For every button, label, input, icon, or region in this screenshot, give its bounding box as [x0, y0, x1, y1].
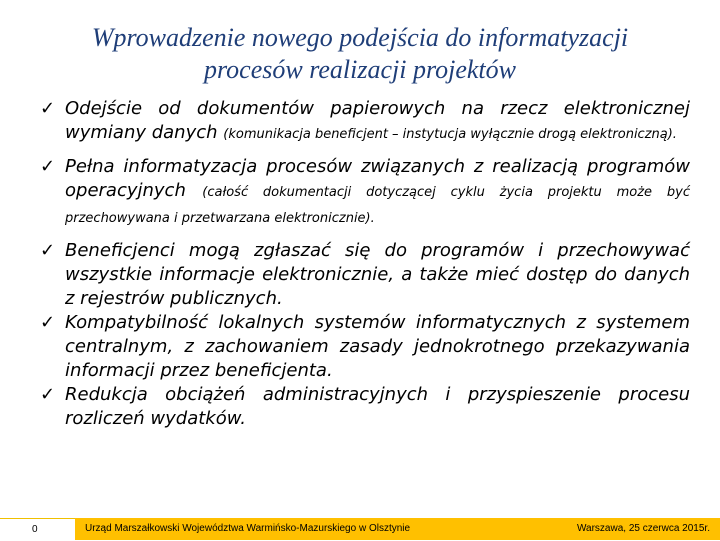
slide-title-line-2: procesów realizacji projektów	[204, 55, 516, 84]
bullet-list	[40, 97, 690, 431]
bullet-item	[40, 239, 690, 311]
check-mark-icon: ✓	[40, 384, 56, 405]
check-mark-icon: ✓	[40, 98, 56, 119]
footer-date: Warszawa, 25 czerwca 2015r.	[576, 523, 710, 534]
bullet-note-text: (komunikacja beneficjent – instytucja wyłącznie drogą elektroniczną).	[223, 127, 677, 142]
bullet-main-text: Kompatybilność lokalnych systemów informatycznych z systemem centralnym, z zachowaniem zasady jednokrotnego przekazywania informacji przez beneficjenta.	[65, 312, 690, 381]
slide-title-line-1: Wprowadzenie nowego podejścia do informatyzacji	[91, 23, 629, 52]
bullet-item	[40, 311, 690, 383]
check-mark-icon: ✓	[40, 156, 56, 177]
bullet-note-text: (całość dokumentacji dotyczącej cyklu życia projektu może być przechowywana i przetwarzana elektronicznie).	[65, 185, 690, 226]
bullet-item	[40, 383, 690, 431]
footer-institution: Urząd Marszałkowski Województwa Warmińsko-Mazurskiego w Olsztynie	[85, 523, 411, 534]
bullet-main-text: Beneficjenci mogą zgłaszać się do programów i przechowywać wszystkie informacje elektronicznie, a także mieć dostęp do danych z rejestrów publicznych.	[65, 240, 690, 309]
page-number: 0	[0, 518, 75, 540]
footer-bar	[75, 518, 720, 540]
bullet-item	[40, 155, 690, 231]
check-mark-icon: ✓	[40, 240, 56, 261]
bullet-main-text: Odejście od dokumentów papierowych na rzecz elektronicznej wymiany danych	[65, 98, 690, 143]
slide-title	[30, 22, 690, 86]
bullet-item	[40, 97, 690, 147]
check-mark-icon: ✓	[40, 312, 56, 333]
bullet-main-text: Redukcja obciążeń administracyjnych i przyspieszenie procesu rozliczeń wydatków.	[65, 384, 690, 429]
bullet-main-text: Pełna informatyzacja procesów związanych z realizacją programów operacyjnych	[65, 156, 690, 201]
slide-footer	[0, 518, 720, 540]
